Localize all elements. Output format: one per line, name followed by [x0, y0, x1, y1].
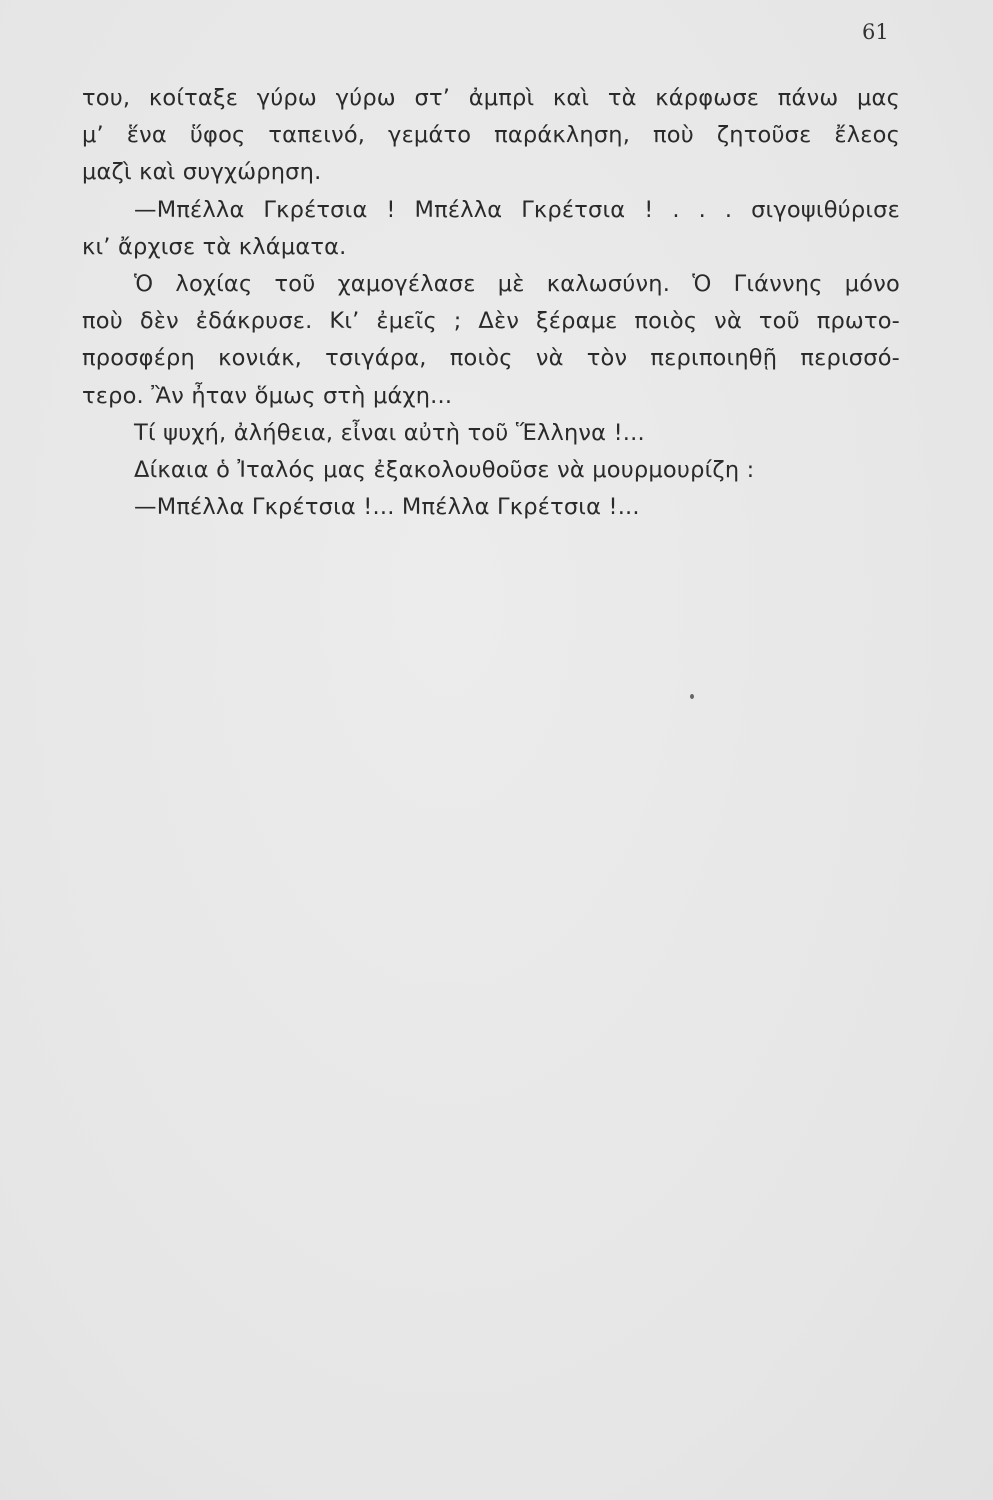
text-line: μαζὶ καὶ συγχώρηση.	[82, 159, 322, 186]
text-line: τερο. Ἂν ἦταν ὅμως στὴ μάχη...	[82, 382, 453, 409]
text-line: Ὁ λοχίας τοῦ χαμογέλασε μὲ καλωσύνη. Ὁ Γιάννης μόνο	[134, 270, 900, 297]
text-line: μ’ ἕνα ὕφος ταπεινό, γεμάτο παράκληση, ποὺ ζητοῦσε ἔλεος	[82, 122, 900, 149]
text-line: κι’ ἄρχισε τὰ κλάματα.	[82, 233, 347, 260]
dialogue-line: —Μπέλλα Γκρέτσια !... Μπέλλα Γκρέτσια !...	[134, 494, 640, 521]
print-speck	[690, 694, 694, 699]
text-line: Δίκαια ὁ Ἰταλός μας ἐξακολουθοῦσε νὰ μουρμουρίζη :	[134, 456, 755, 483]
text-line: προσφέρη κονιάκ, τσιγάρα, ποιὸς νὰ τὸν περιποιηθῇ περισσό-	[82, 345, 900, 372]
text-line: Τί ψυχή, ἀλήθεια, εἶναι αὐτὴ τοῦ Ἕλληνα !...	[134, 419, 645, 446]
dialogue-line: —Μπέλλα Γκρέτσια ! Μπέλλα Γκρέτσια ! . . . σιγοψιθύρισε	[134, 196, 900, 223]
body-text	[82, 80, 900, 526]
text-line: ποὺ δὲν ἐδάκρυσε. Κι’ ἐμεῖς ; Δὲν ξέραμε ποιὸς νὰ τοῦ πρωτο-	[82, 308, 900, 335]
page-number: 61	[862, 20, 889, 44]
text-line: του, κοίταξε γύρω γύρω στ’ ἀμπρὶ καὶ τὰ κάρφωσε πάνω μας	[82, 85, 900, 111]
